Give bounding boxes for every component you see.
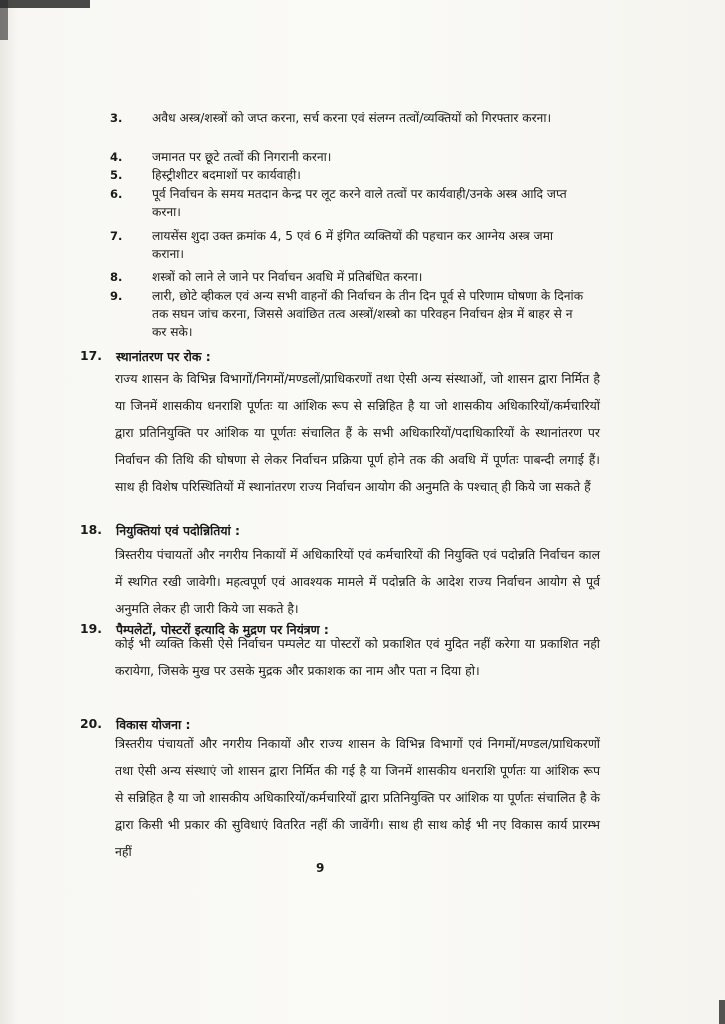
- item-number: 6.: [110, 187, 123, 201]
- section-title: नियुक्तियां एवं पदोन्नितियां :: [116, 523, 240, 538]
- section-number: 18.: [80, 522, 102, 537]
- list-item: [110, 287, 585, 341]
- item-text: लायसेंस शुदा उक्त क्रमांक 4, 5 एवं 6 में इंगित व्यक्तियों की पहचान कर आग्नेय अस्त्र जमा कराना।: [152, 229, 554, 261]
- scan-shadow: [0, 0, 8, 40]
- list-item: [110, 227, 585, 263]
- section-body: राज्य शासन के विभिन्न विभागों/निगमों/मण्डलों/प्राधिकरणों तथा ऐसी अन्य संस्थाओं, जो शासन द्वारा निर्मित है या जिनमें शासकीय धनराशि पूर्णतः या आंशिक रूप से सन्निहित है या जो शासकीय अधिकारियों/कर्मचारियों द्वारा प्रतिनियुक्ति पर आंशिक या पूर्णतः संचालित हैं के सभी अधिकारियों/पदाधिकारियों के स्थानांतरण पर निर्वाचन की तिथि की घोषणा से लेकर निर्वाचन प्रक्रिया पूर्ण होने तक की अवधि में पूर्णतः पाबन्दी लगाई हैं। साथ ही विशेष परिस्थितियों में स्थानांतरण राज्य निर्वाचन आयोग की अनुमति के पश्चात् ही किये जा सकते हैं: [115, 371, 600, 494]
- item-number: 9.: [110, 289, 123, 303]
- section-number: 19.: [80, 621, 102, 636]
- section-body: कोई भी व्यक्ति किसी ऐसे निर्वाचन पम्पलेट या पोस्टरों को प्रकाशित एवं मुदित नहीं करेगा या प्रकाशित नही करायेगा, जिसके मुख पर उसके मुद्रक और प्रकाशक का नाम और पता न दिया हो।: [115, 636, 600, 678]
- list-item: [110, 268, 585, 286]
- page-number: 9: [316, 861, 325, 875]
- item-text: हिस्ट्रीशीटर बदमाशों पर कार्यवाही।: [152, 168, 301, 182]
- item-text: पूर्व निर्वाचन के समय मतदान केन्द्र पर लूट करने वाले तत्वों पर कार्यवाही/उनके अस्त्र आदि जप्त करना।: [152, 187, 567, 219]
- scan-shadow: [0, 0, 90, 8]
- item-number: 8.: [110, 270, 123, 284]
- item-number: 7.: [110, 229, 123, 243]
- section-title: स्थानांतरण पर रोक :: [116, 349, 211, 364]
- item-text: लारी, छोटे व्हीकल एवं अन्य सभी वाहनों की निर्वाचन के तीन दिन पूर्व से परिणाम घोषणा के दिनांक तक सघन जांच करना, जिससे अवांछित तत्व अस्त्रों/शस्त्रो का परिवहन निर्वाचन क्षेत्र में बाहर से न कर सके।: [152, 289, 584, 339]
- list-item: [110, 185, 585, 221]
- list-item: [110, 148, 585, 166]
- list-item: [110, 166, 585, 184]
- scan-shadow: [719, 1000, 725, 1024]
- item-number: 4.: [110, 150, 123, 164]
- item-text: शस्त्रों को लाने ले जाने पर निर्वाचन अवधि में प्रतिबंधित करना।: [152, 270, 423, 284]
- section-body: त्रिस्तरीय पंचायतों और नगरीय निकायों में अधिकारियों एवं कर्मचारियों की नियुक्ति एवं पदोन्नति निर्वाचन काल में स्थगित रखी जावेगी। महत्वपूर्ण एवं आवश्यक मामले में पदोन्नति के आदेश राज्य निर्वाचन आयोग से पूर्व अनुमति लेकर ही जारी किये जा सकते है।: [115, 547, 600, 616]
- item-number: 3.: [110, 111, 123, 125]
- section-number: 20.: [80, 716, 102, 731]
- list-item: [110, 109, 585, 127]
- item-text: जमानत पर छूटे तत्वों की निगरानी करना।: [152, 150, 332, 164]
- item-text: अवैध अस्त्र/शस्त्रों को जप्त करना, सर्च करना एवं संलग्न तत्वों/व्यक्तियों को गिरफ्तार करना।: [152, 111, 552, 125]
- section-title: पैम्पलेटों, पोस्टरों इत्यादि के मुद्रण पर नियंत्रण :: [116, 622, 329, 637]
- section-title: विकास योजना :: [116, 717, 191, 732]
- item-number: 5.: [110, 168, 123, 182]
- section-number: 17.: [80, 348, 102, 363]
- section-body: त्रिस्तरीय पंचायतों और नगरीय निकायों और राज्य शासन के विभिन्न विभागों एवं निगमों/मण्डल/प्राधिकरणों तथा ऐसी अन्य संस्थाएं जो शासन द्वारा निर्मित की गई है या जिनमें शासकीय धनराशि पूर्णतः या आंशिक रूप से सन्निहित है या जो शासकीय अधिकारियों/कर्मचारियों द्वारा प्रतिनियुक्ति पर आंशिक या पूर्णतः संचालित है के द्वारा किसी भी प्रकार की सुविधाएं वितरित नहीं की जावेंगी। साथ ही साथ कोई भी नए विकास कार्य प्रारम्भ नहीं: [115, 736, 600, 859]
